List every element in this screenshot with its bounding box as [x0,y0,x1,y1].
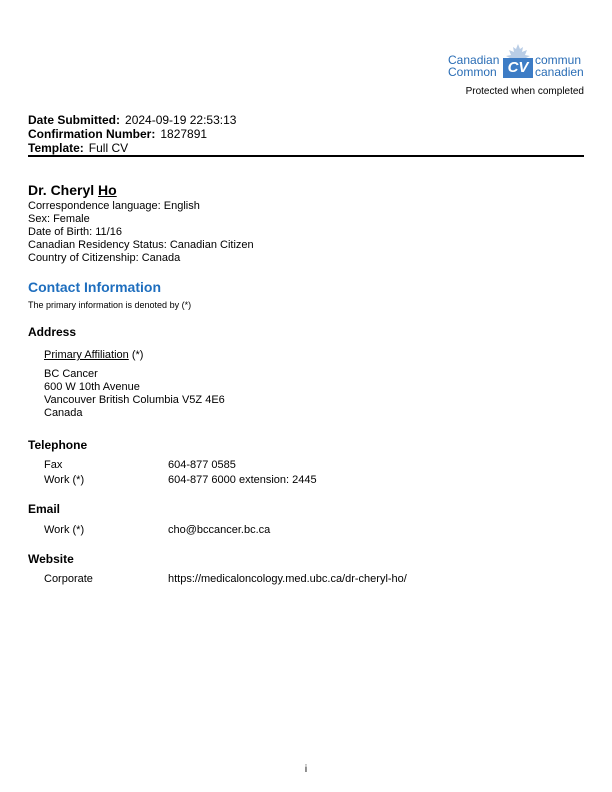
telephone-heading: Telephone [28,438,88,452]
telephone-value: 604-877 6000 extension: 2445 [168,474,317,486]
address-line: Canada [44,407,83,419]
confirmation-number-value: 1827891 [160,127,208,141]
date-of-birth: Date of Birth: 11/16 [28,226,122,238]
surname: Ho [98,182,117,198]
website-value: https://medicaloncology.med.ubc.ca/dr-cheryl-ho/ [168,573,407,585]
sex: Sex: Female [28,213,90,225]
correspondence-language: Correspondence language: English [28,200,200,212]
header-divider [28,155,584,157]
confirmation-number-label: Confirmation Number: [28,127,156,141]
protected-note: Protected when completed [465,86,584,97]
email-value: cho@bccancer.bc.ca [168,524,271,536]
primary-affiliation-marker: (*) [131,349,144,361]
residency-status: Canadian Residency Status: Canadian Citizen [28,239,254,251]
ccv-logo [448,44,586,82]
email-label: Work (*) [44,524,85,536]
address-line: 600 W 10th Avenue [44,381,140,393]
telephone-label: Work (*) [44,474,85,486]
logo-text-canadien: canadien [535,65,584,79]
telephone-value: 604-877 0585 [168,459,236,471]
submission-meta [28,113,236,155]
logo-text-common: Common [448,65,497,79]
contact-information-heading: Contact Information [28,279,161,295]
primary-affiliation [44,349,143,362]
date-submitted-label: Date Submitted: [28,113,121,127]
personal-info [28,200,254,265]
confirmation-number-row [28,127,236,141]
name-prefix: Dr. Cheryl [28,182,95,198]
telephone-label: Fax [44,459,63,471]
address-line: Vancouver British Columbia V5Z 4E6 [44,394,225,406]
template-value: Full CV [88,141,129,155]
person-name [28,182,117,198]
date-submitted-value: 2024-09-19 22:53:13 [125,113,237,127]
date-submitted-row [28,113,236,127]
address-block [44,368,225,420]
template-label: Template: [28,141,84,155]
template-row [28,141,236,155]
primary-affiliation-label: Primary Affiliation [44,349,129,361]
citizenship: Country of Citizenship: Canada [28,252,181,264]
email-heading: Email [28,502,61,516]
website-heading: Website [28,552,74,566]
address-heading: Address [28,325,77,339]
logo-text-canadian: Canadian [448,53,500,67]
website-label: Corporate [44,573,93,585]
address-line: BC Cancer [44,368,98,380]
logo-cv-badge: CV [503,58,533,78]
page-number: i [304,764,308,775]
primary-note: The primary information is denoted by (*) [28,300,192,310]
logo-text-commun: commun [535,53,582,67]
